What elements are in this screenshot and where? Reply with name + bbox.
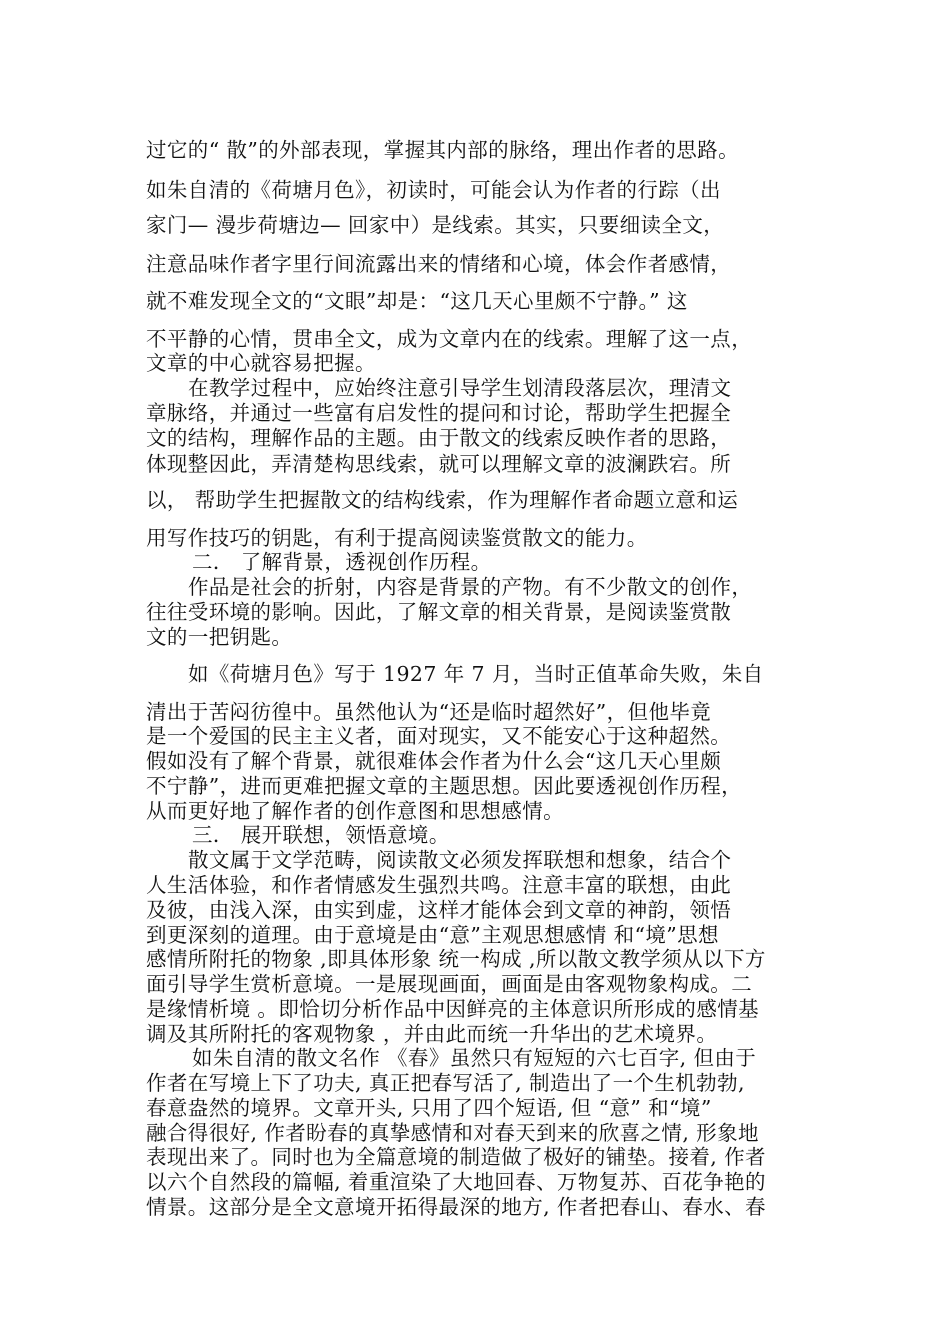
- text-line: 及彼，由浅入深，由实到虚，这样才能体会到文章的神韵，领悟: [146, 898, 732, 922]
- text-line: 家门— 漫步荷塘边— 回家中）是线索。其实，只要细读全文，: [146, 213, 725, 237]
- text-line: 是缘情析境 。即恰切分析作品中因鲜亮的主体意识所形成的感情基: [146, 997, 760, 1021]
- text-line: 用写作技巧的钥匙，有利于提高阅读鉴赏散文的能力。: [146, 526, 648, 550]
- text-line: 体现整因此，弄清楚构思线索，就可以理解文章的波澜跌宕。所: [146, 452, 732, 476]
- text-line: 文章的中心就容易把握。: [146, 351, 376, 375]
- text-line: 调及其所附托的客观物象 ，并由此而统一升华出的艺术境界。: [146, 1022, 718, 1046]
- text-line: 往往受环境的影响。因此，了解文章的相关背景，是阅读鉴赏散: [146, 600, 732, 624]
- text-line: 不平静的心情，贯串全文，成为文章内在的线索。理解了这一点，: [146, 327, 753, 351]
- text-line: 文的一把钥匙。: [146, 625, 293, 649]
- section-heading: 二． 了解背景，透视创作历程。: [192, 550, 492, 574]
- section-heading: 三． 展开联想，领悟意境。: [192, 823, 450, 847]
- text-line: 以， 帮助学生把握散文的结构线索，作为理解作者命题立意和运: [146, 488, 739, 512]
- text-line: 假如没有了解个背景，就很难体会作者为什么会“这几天心里颇: [146, 749, 722, 773]
- text-line: 在教学过程中，应始终注意引导学生划清段落层次，理清文: [188, 376, 732, 400]
- text-line: 情景。这部分是全文意境开拓得最深的地方, 作者把春山、春水、春: [146, 1195, 766, 1219]
- text-line: 清出于苦闷彷徨中。虽然他认为“还是临时超然好”，但他毕竟: [146, 700, 712, 724]
- text-line: 春意盎然的境界。文章开头, 只用了四个短语, 但 “意” 和“境”: [146, 1096, 712, 1120]
- text-line: 以六个自然段的篇幅, 着重渲染了大地回春、万物复苏、百花争艳的: [146, 1170, 766, 1194]
- text-line: 融合得很好, 作者盼春的真挚感情和对春天到来的欣喜之情, 形象地: [146, 1121, 759, 1145]
- text-line: 文的结构，理解作品的主题。由于散文的线索反映作者的思路，: [146, 426, 732, 450]
- text-line: 作品是社会的折射，内容是背景的产物。有不少散文的创作，: [188, 575, 753, 599]
- text-line: 就不难发现全文的“文眼”却是：“这几天心里颇不宁静。” 这: [146, 289, 688, 313]
- text-line: 如朱自清的散文名作 《春》虽然只有短短的六七百字, 但由于: [192, 1046, 757, 1070]
- text-line: 如朱自清的《荷塘月色》，初读时，可能会认为作者的行踪（出: [146, 178, 721, 202]
- text-line: 作者在写境上下了功夫, 真正把春写活了, 制造出了一个生机勃勃,: [146, 1071, 745, 1095]
- text-line: 到更深刻的道理。由于意境是由“意”主观思想感情 和“境”思想: [146, 923, 719, 947]
- text-line: 面引导学生赏析意境。一是展现画面，画面是由客观物象构成。二: [146, 972, 753, 996]
- text-line: 不宁静”，进而更难把握文章的主题思想。因此要透视创作历程，: [146, 774, 743, 798]
- text-line: 人生活体验，和作者情感发生强烈共鸣。注意丰富的联想，由此: [146, 873, 732, 897]
- text-line: 过它的“ 散”的外部表现，掌握其内部的脉络，理出作者的思路。: [146, 138, 739, 162]
- text-line: 感情所附托的物象 ,即具体形象 统一构成 ,所以散文教学须从以下方: [146, 947, 766, 971]
- text-line: 如《荷塘月色》写于 1927 年 7 月，当时正值革命失败，朱自: [188, 662, 764, 686]
- text-line: 表现出来了。同时也为全篇意境的制造做了极好的铺垫。接着, 作者: [146, 1145, 766, 1169]
- text-line: 章脉络，并通过一些富有启发性的提问和讨论，帮助学生把握全: [146, 401, 732, 425]
- text-line: 从而更好地了解作者的创作意图和思想感情。: [146, 799, 564, 823]
- text-line: 注意品味作者字里行间流露出来的情绪和心境，体会作者感情，: [146, 252, 732, 276]
- text-line: 散文属于文学范畴，阅读散文必须发挥联想和想象，结合个: [188, 848, 732, 872]
- text-line: 是一个爱国的民主主义者，面对现实，又不能安心于这种超然。: [146, 724, 732, 748]
